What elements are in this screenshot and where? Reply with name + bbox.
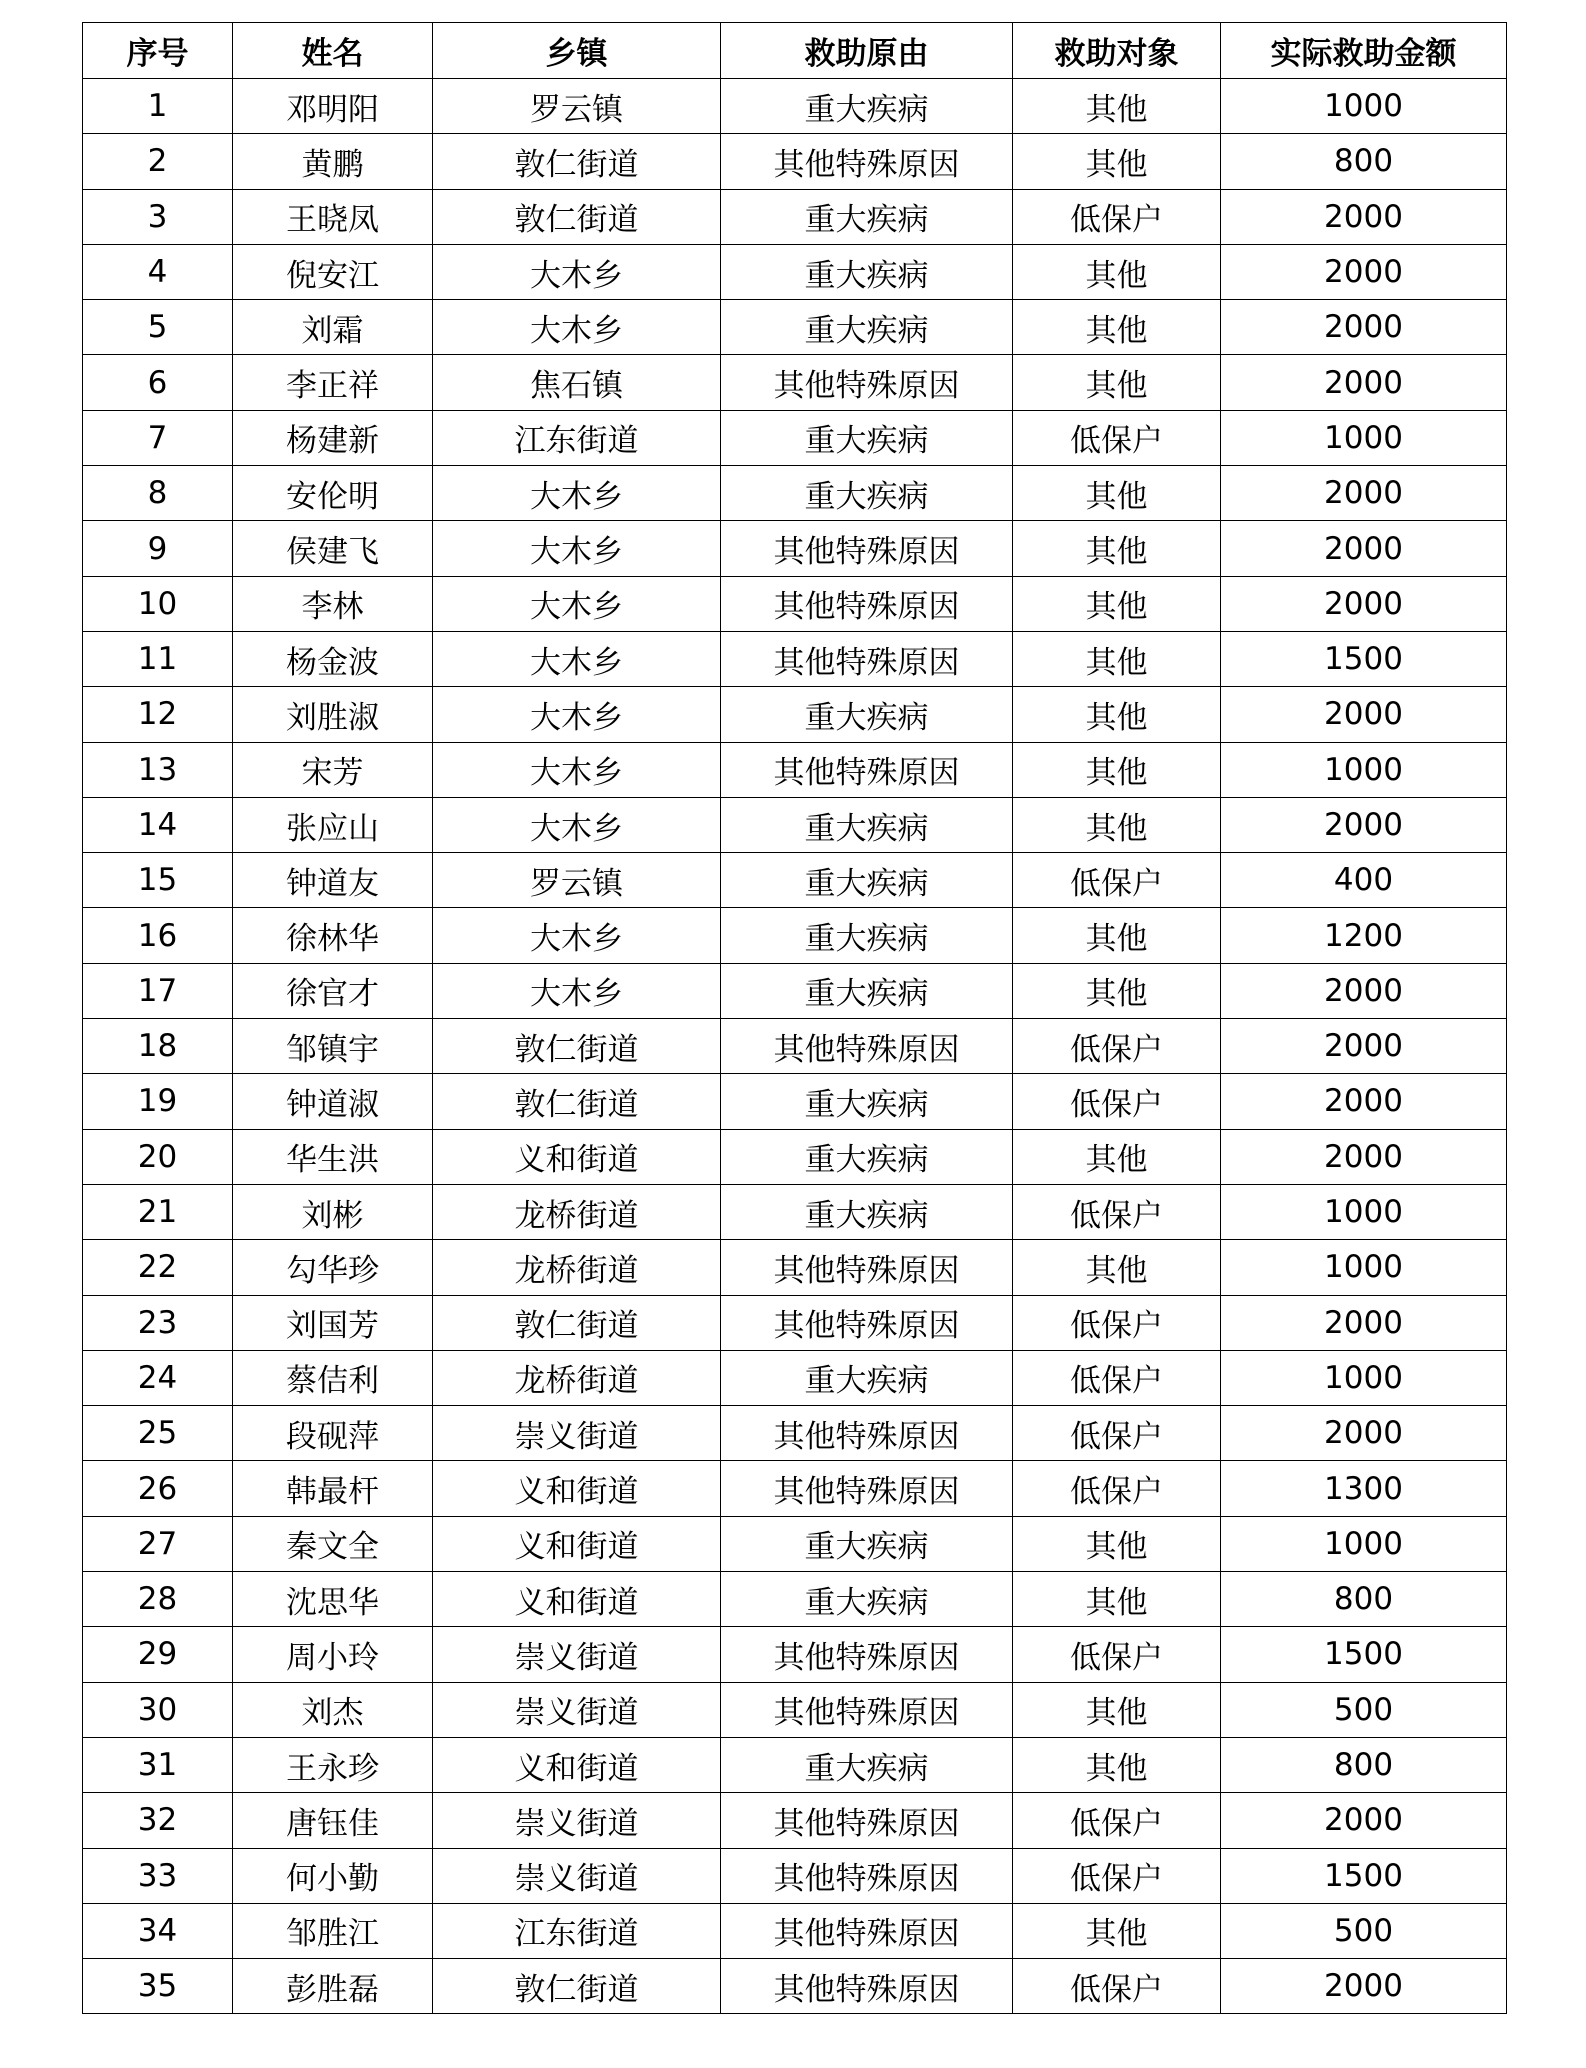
cell-amount: 2000: [1221, 521, 1507, 576]
cell-township: 义和街道: [433, 1516, 721, 1571]
cell-township: 焦石镇: [433, 355, 721, 410]
cell-amount: 800: [1221, 1737, 1507, 1792]
cell-reason: 重大疾病: [721, 244, 1013, 299]
cell-index: 10: [83, 576, 233, 631]
table-row: [83, 742, 1507, 797]
cell-index: 7: [83, 410, 233, 465]
cell-township: 大木乡: [433, 687, 721, 742]
cell-recipient-type: 其他: [1013, 687, 1221, 742]
cell-recipient-type: 低保户: [1013, 853, 1221, 908]
cell-amount: 2000: [1221, 576, 1507, 631]
cell-township: 江东街道: [433, 1903, 721, 1958]
table-row: [83, 908, 1507, 963]
cell-township: 大木乡: [433, 576, 721, 631]
cell-township: 义和街道: [433, 1461, 721, 1516]
cell-recipient-type: 其他: [1013, 300, 1221, 355]
cell-recipient-type: 低保户: [1013, 189, 1221, 244]
cell-reason: 其他特殊原因: [721, 134, 1013, 189]
cell-township: 大木乡: [433, 631, 721, 686]
cell-recipient-type: 低保户: [1013, 1627, 1221, 1682]
cell-amount: 2000: [1221, 466, 1507, 521]
cell-township: 敦仁街道: [433, 134, 721, 189]
cell-index: 11: [83, 631, 233, 686]
cell-recipient-type: 其他: [1013, 742, 1221, 797]
table-row: [83, 1516, 1507, 1571]
table-row: [83, 1350, 1507, 1405]
cell-amount: 2000: [1221, 1074, 1507, 1129]
cell-township: 大木乡: [433, 797, 721, 852]
cell-name: 李正祥: [233, 355, 433, 410]
cell-name: 王永珍: [233, 1737, 433, 1792]
cell-recipient-type: 其他: [1013, 1737, 1221, 1792]
cell-amount: 2000: [1221, 1129, 1507, 1184]
cell-name: 李林: [233, 576, 433, 631]
cell-township: 崇义街道: [433, 1682, 721, 1737]
table-row: [83, 1129, 1507, 1184]
cell-recipient-type: 其他: [1013, 576, 1221, 631]
table-row: [83, 1793, 1507, 1848]
cell-amount: 1000: [1221, 410, 1507, 465]
cell-index: 29: [83, 1627, 233, 1682]
cell-recipient-type: 其他: [1013, 466, 1221, 521]
cell-township: 崇义街道: [433, 1627, 721, 1682]
table-row: [83, 1682, 1507, 1737]
cell-township: 崇义街道: [433, 1406, 721, 1461]
cell-name: 杨金波: [233, 631, 433, 686]
cell-recipient-type: 其他: [1013, 963, 1221, 1018]
cell-name: 徐官才: [233, 963, 433, 1018]
cell-recipient-type: 低保户: [1013, 1019, 1221, 1074]
cell-township: 大木乡: [433, 908, 721, 963]
cell-amount: 1500: [1221, 1848, 1507, 1903]
header-township: 乡镇: [433, 23, 721, 79]
table-row: [83, 1848, 1507, 1903]
table-row: [83, 1959, 1507, 2014]
cell-amount: 1500: [1221, 631, 1507, 686]
cell-recipient-type: 低保户: [1013, 1184, 1221, 1239]
cell-township: 江东街道: [433, 410, 721, 465]
cell-index: 23: [83, 1295, 233, 1350]
cell-name: 韩最杆: [233, 1461, 433, 1516]
cell-recipient-type: 其他: [1013, 1516, 1221, 1571]
cell-recipient-type: 其他: [1013, 797, 1221, 852]
table-row: [83, 797, 1507, 852]
cell-index: 30: [83, 1682, 233, 1737]
header-reason: 救助原由: [721, 23, 1013, 79]
cell-township: 义和街道: [433, 1737, 721, 1792]
relief-table: [82, 22, 1507, 2014]
cell-recipient-type: 其他: [1013, 1572, 1221, 1627]
cell-reason: 其他特殊原因: [721, 521, 1013, 576]
cell-recipient-type: 其他: [1013, 521, 1221, 576]
cell-amount: 2000: [1221, 797, 1507, 852]
table-row: [83, 1184, 1507, 1239]
cell-amount: 2000: [1221, 1295, 1507, 1350]
cell-index: 15: [83, 853, 233, 908]
cell-reason: 重大疾病: [721, 1350, 1013, 1405]
cell-name: 黄鹏: [233, 134, 433, 189]
table-row: [83, 189, 1507, 244]
table-row: [83, 853, 1507, 908]
table-row: [83, 521, 1507, 576]
cell-amount: 800: [1221, 134, 1507, 189]
cell-recipient-type: 其他: [1013, 355, 1221, 410]
cell-reason: 重大疾病: [721, 1572, 1013, 1627]
cell-amount: 400: [1221, 853, 1507, 908]
cell-index: 34: [83, 1903, 233, 1958]
table-row: [83, 355, 1507, 410]
header-recipient-type: 救助对象: [1013, 23, 1221, 79]
cell-index: 21: [83, 1184, 233, 1239]
cell-township: 敦仁街道: [433, 1959, 721, 2014]
cell-index: 19: [83, 1074, 233, 1129]
cell-name: 段砚萍: [233, 1406, 433, 1461]
cell-reason: 其他特殊原因: [721, 576, 1013, 631]
cell-township: 崇义街道: [433, 1848, 721, 1903]
cell-amount: 800: [1221, 1572, 1507, 1627]
header-index: 序号: [83, 23, 233, 79]
cell-name: 唐钰佳: [233, 1793, 433, 1848]
cell-index: 26: [83, 1461, 233, 1516]
cell-name: 王晓凤: [233, 189, 433, 244]
cell-index: 4: [83, 244, 233, 299]
cell-reason: 重大疾病: [721, 466, 1013, 521]
cell-recipient-type: 低保户: [1013, 1074, 1221, 1129]
cell-reason: 重大疾病: [721, 687, 1013, 742]
cell-name: 宋芳: [233, 742, 433, 797]
cell-amount: 1300: [1221, 1461, 1507, 1516]
cell-recipient-type: 低保户: [1013, 1350, 1221, 1405]
cell-name: 刘彬: [233, 1184, 433, 1239]
table-row: [83, 576, 1507, 631]
cell-reason: 重大疾病: [721, 797, 1013, 852]
cell-amount: 2000: [1221, 355, 1507, 410]
cell-index: 31: [83, 1737, 233, 1792]
cell-index: 3: [83, 189, 233, 244]
cell-name: 刘国芳: [233, 1295, 433, 1350]
cell-name: 邹镇宇: [233, 1019, 433, 1074]
cell-index: 25: [83, 1406, 233, 1461]
cell-name: 倪安江: [233, 244, 433, 299]
cell-amount: 2000: [1221, 687, 1507, 742]
table-row: [83, 1074, 1507, 1129]
cell-index: 32: [83, 1793, 233, 1848]
cell-name: 刘杰: [233, 1682, 433, 1737]
cell-name: 何小勤: [233, 1848, 433, 1903]
cell-amount: 1000: [1221, 1184, 1507, 1239]
cell-reason: 重大疾病: [721, 1129, 1013, 1184]
cell-recipient-type: 其他: [1013, 1129, 1221, 1184]
table-row: [83, 134, 1507, 189]
cell-index: 9: [83, 521, 233, 576]
cell-reason: 重大疾病: [721, 79, 1013, 134]
cell-reason: 其他特殊原因: [721, 631, 1013, 686]
cell-recipient-type: 低保户: [1013, 1406, 1221, 1461]
cell-township: 大木乡: [433, 244, 721, 299]
table-body: [83, 79, 1507, 2014]
cell-reason: 其他特殊原因: [721, 1406, 1013, 1461]
cell-amount: 1000: [1221, 1516, 1507, 1571]
cell-amount: 1500: [1221, 1627, 1507, 1682]
cell-index: 28: [83, 1572, 233, 1627]
cell-name: 沈思华: [233, 1572, 433, 1627]
cell-reason: 其他特殊原因: [721, 1682, 1013, 1737]
cell-name: 钟道友: [233, 853, 433, 908]
cell-township: 大木乡: [433, 521, 721, 576]
table-row: [83, 631, 1507, 686]
cell-reason: 其他特殊原因: [721, 1627, 1013, 1682]
cell-name: 刘霜: [233, 300, 433, 355]
cell-index: 22: [83, 1240, 233, 1295]
table-row: [83, 300, 1507, 355]
cell-index: 16: [83, 908, 233, 963]
header-name: 姓名: [233, 23, 433, 79]
cell-name: 勾华珍: [233, 1240, 433, 1295]
cell-amount: 2000: [1221, 1959, 1507, 2014]
cell-reason: 其他特殊原因: [721, 355, 1013, 410]
cell-index: 20: [83, 1129, 233, 1184]
cell-name: 侯建飞: [233, 521, 433, 576]
table-row: [83, 1903, 1507, 1958]
cell-recipient-type: 低保户: [1013, 1295, 1221, 1350]
cell-name: 华生洪: [233, 1129, 433, 1184]
cell-name: 杨建新: [233, 410, 433, 465]
table-row: [83, 1461, 1507, 1516]
cell-township: 大木乡: [433, 300, 721, 355]
cell-township: 敦仁街道: [433, 1074, 721, 1129]
cell-reason: 其他特殊原因: [721, 1959, 1013, 2014]
table-row: [83, 1627, 1507, 1682]
cell-index: 14: [83, 797, 233, 852]
table-row: [83, 1295, 1507, 1350]
cell-amount: 2000: [1221, 1019, 1507, 1074]
cell-index: 24: [83, 1350, 233, 1405]
cell-name: 邓明阳: [233, 79, 433, 134]
cell-amount: 2000: [1221, 189, 1507, 244]
cell-index: 17: [83, 963, 233, 1018]
cell-recipient-type: 低保户: [1013, 1793, 1221, 1848]
table-row: [83, 79, 1507, 134]
cell-name: 钟道淑: [233, 1074, 433, 1129]
cell-township: 大木乡: [433, 963, 721, 1018]
cell-township: 义和街道: [433, 1129, 721, 1184]
cell-recipient-type: 其他: [1013, 631, 1221, 686]
cell-index: 12: [83, 687, 233, 742]
cell-index: 8: [83, 466, 233, 521]
cell-name: 安伦明: [233, 466, 433, 521]
cell-recipient-type: 其他: [1013, 908, 1221, 963]
cell-township: 大木乡: [433, 742, 721, 797]
cell-township: 敦仁街道: [433, 1295, 721, 1350]
cell-index: 1: [83, 79, 233, 134]
cell-recipient-type: 其他: [1013, 244, 1221, 299]
table-row: [83, 687, 1507, 742]
table-row: [83, 963, 1507, 1018]
cell-amount: 2000: [1221, 300, 1507, 355]
cell-reason: 其他特殊原因: [721, 742, 1013, 797]
cell-recipient-type: 其他: [1013, 134, 1221, 189]
cell-recipient-type: 低保户: [1013, 1959, 1221, 2014]
cell-reason: 重大疾病: [721, 853, 1013, 908]
table-row: [83, 1572, 1507, 1627]
table-row: [83, 1406, 1507, 1461]
cell-reason: 重大疾病: [721, 300, 1013, 355]
cell-township: 义和街道: [433, 1572, 721, 1627]
table-row: [83, 1019, 1507, 1074]
cell-name: 张应山: [233, 797, 433, 852]
cell-recipient-type: 其他: [1013, 79, 1221, 134]
cell-reason: 重大疾病: [721, 410, 1013, 465]
cell-reason: 其他特殊原因: [721, 1240, 1013, 1295]
cell-amount: 500: [1221, 1903, 1507, 1958]
cell-amount: 2000: [1221, 1406, 1507, 1461]
cell-reason: 其他特殊原因: [721, 1461, 1013, 1516]
cell-reason: 重大疾病: [721, 908, 1013, 963]
table-row: [83, 466, 1507, 521]
cell-index: 5: [83, 300, 233, 355]
cell-name: 蔡佶利: [233, 1350, 433, 1405]
cell-recipient-type: 低保户: [1013, 1461, 1221, 1516]
cell-name: 秦文全: [233, 1516, 433, 1571]
cell-reason: 重大疾病: [721, 1737, 1013, 1792]
cell-amount: 500: [1221, 1682, 1507, 1737]
cell-name: 刘胜淑: [233, 687, 433, 742]
cell-reason: 重大疾病: [721, 1184, 1013, 1239]
cell-index: 2: [83, 134, 233, 189]
cell-amount: 1000: [1221, 1240, 1507, 1295]
cell-index: 18: [83, 1019, 233, 1074]
cell-amount: 1200: [1221, 908, 1507, 963]
cell-township: 敦仁街道: [433, 189, 721, 244]
cell-reason: 其他特殊原因: [721, 1793, 1013, 1848]
cell-index: 13: [83, 742, 233, 797]
cell-amount: 2000: [1221, 244, 1507, 299]
cell-index: 27: [83, 1516, 233, 1571]
cell-amount: 1000: [1221, 1350, 1507, 1405]
cell-township: 大木乡: [433, 466, 721, 521]
cell-reason: 其他特殊原因: [721, 1848, 1013, 1903]
table-row: [83, 1737, 1507, 1792]
header-amount: 实际救助金额: [1221, 23, 1507, 79]
cell-township: 龙桥街道: [433, 1240, 721, 1295]
cell-name: 彭胜磊: [233, 1959, 433, 2014]
cell-reason: 重大疾病: [721, 189, 1013, 244]
cell-amount: 1000: [1221, 79, 1507, 134]
cell-recipient-type: 低保户: [1013, 1848, 1221, 1903]
cell-reason: 其他特殊原因: [721, 1019, 1013, 1074]
cell-reason: 重大疾病: [721, 963, 1013, 1018]
cell-recipient-type: 其他: [1013, 1903, 1221, 1958]
cell-township: 崇义街道: [433, 1793, 721, 1848]
table-row: [83, 1240, 1507, 1295]
cell-township: 罗云镇: [433, 853, 721, 908]
cell-name: 徐林华: [233, 908, 433, 963]
cell-recipient-type: 其他: [1013, 1240, 1221, 1295]
cell-recipient-type: 其他: [1013, 1682, 1221, 1737]
cell-index: 33: [83, 1848, 233, 1903]
table-row: [83, 410, 1507, 465]
cell-index: 6: [83, 355, 233, 410]
cell-amount: 2000: [1221, 963, 1507, 1018]
cell-reason: 其他特殊原因: [721, 1903, 1013, 1958]
cell-township: 龙桥街道: [433, 1184, 721, 1239]
cell-reason: 重大疾病: [721, 1074, 1013, 1129]
cell-reason: 其他特殊原因: [721, 1295, 1013, 1350]
cell-amount: 2000: [1221, 1793, 1507, 1848]
cell-amount: 1000: [1221, 742, 1507, 797]
table-row: [83, 244, 1507, 299]
table-header-row: [83, 23, 1507, 79]
cell-reason: 重大疾病: [721, 1516, 1013, 1571]
cell-township: 罗云镇: [433, 79, 721, 134]
cell-recipient-type: 低保户: [1013, 410, 1221, 465]
cell-index: 35: [83, 1959, 233, 2014]
cell-name: 周小玲: [233, 1627, 433, 1682]
cell-township: 敦仁街道: [433, 1019, 721, 1074]
cell-township: 龙桥街道: [433, 1350, 721, 1405]
cell-name: 邹胜江: [233, 1903, 433, 1958]
